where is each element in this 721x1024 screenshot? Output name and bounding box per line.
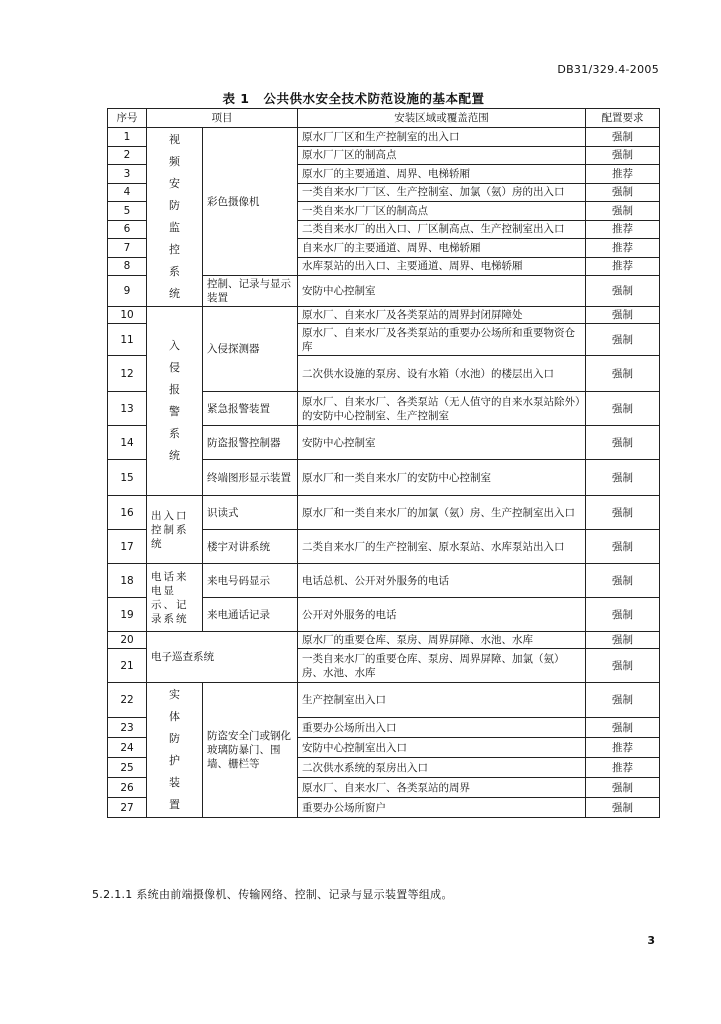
table-row: [108, 496, 660, 530]
row-requirement: 强制: [586, 426, 660, 460]
table-title-text: 公共供水安全技术防范设施的基本配置: [263, 91, 485, 106]
row-requirement: 强制: [586, 632, 660, 649]
row-area: 二次供水系统的泵房出入口: [298, 758, 586, 778]
row-area: 原水厂、自来水厂、各类泵站（无人值守的自来水泵站除外）的安防中心控制室、生产控制室: [298, 392, 586, 426]
row-no: 3: [108, 165, 147, 184]
item-cell: 来电通话记录: [203, 598, 298, 632]
table-row: [108, 632, 660, 649]
row-requirement: 推荐: [586, 165, 660, 184]
page-number: 3: [647, 934, 655, 947]
row-requirement: 推荐: [586, 239, 660, 258]
table-row: [108, 128, 660, 147]
row-area: 原水厂和一类自来水厂的安防中心控制室: [298, 460, 586, 496]
row-requirement: 推荐: [586, 220, 660, 239]
header-requirement: 配置要求: [586, 109, 660, 128]
row-no: 14: [108, 426, 147, 460]
row-requirement: 强制: [586, 530, 660, 564]
row-requirement: 强制: [586, 778, 660, 798]
row-no: 9: [108, 276, 147, 307]
row-requirement: 强制: [586, 276, 660, 307]
row-area: 重要办公场所窗户: [298, 798, 586, 818]
table-row: [108, 564, 660, 598]
row-area: 水库泵站的出入口、主要通道、周界、电梯轿厢: [298, 257, 586, 276]
table-row: [108, 307, 660, 324]
table-row: [108, 683, 660, 718]
row-area: 生产控制室出入口: [298, 683, 586, 718]
row-no: 6: [108, 220, 147, 239]
row-area: 原水厂、自来水厂、各类泵站的周界: [298, 778, 586, 798]
row-no: 15: [108, 460, 147, 496]
row-area: 原水厂的主要通道、周界、电梯轿厢: [298, 165, 586, 184]
row-requirement: 强制: [586, 460, 660, 496]
clause-note: 5.2.1.1 系统由前端摄像机、传输网络、控制、记录与显示装置等组成。: [92, 888, 453, 901]
row-no: 27: [108, 798, 147, 818]
system-cell: [147, 496, 203, 564]
system-cell: [147, 683, 203, 818]
row-requirement: 强制: [586, 146, 660, 165]
row-requirement: 强制: [586, 307, 660, 324]
item-cell: 防盗安全门或钢化玻璃防暴门、围墙、栅栏等: [203, 683, 298, 818]
row-no: 17: [108, 530, 147, 564]
row-no: 8: [108, 257, 147, 276]
row-area: 原水厂的重要仓库、泵房、周界屏障、水池、水库: [298, 632, 586, 649]
system-cell: [147, 564, 203, 632]
row-area: 安防中心控制室: [298, 426, 586, 460]
row-area: 安防中心控制室: [298, 276, 586, 307]
row-no: 7: [108, 239, 147, 258]
row-area: 原水厂厂区的制高点: [298, 146, 586, 165]
row-area: 原水厂、自来水厂及各类泵站的周界封闭屏障处: [298, 307, 586, 324]
row-no: 12: [108, 356, 147, 392]
row-no: 24: [108, 738, 147, 758]
table-title: [0, 89, 721, 107]
row-requirement: 强制: [586, 324, 660, 356]
row-area: 电话总机、公开对外服务的电话: [298, 564, 586, 598]
header-item: 项目: [147, 109, 298, 128]
row-area: 原水厂、自来水厂及各类泵站的重要办公场所和重要物资仓库: [298, 324, 586, 356]
row-requirement: 推荐: [586, 758, 660, 778]
row-requirement: 强制: [586, 202, 660, 221]
row-area: 原水厂厂区和生产控制室的出入口: [298, 128, 586, 147]
system-cell: [147, 307, 203, 496]
row-no: 26: [108, 778, 147, 798]
system-cell: [147, 128, 203, 307]
row-area: 公开对外服务的电话: [298, 598, 586, 632]
row-no: 25: [108, 758, 147, 778]
system-name: 电话来电显示、记录系统: [151, 570, 189, 625]
item-cell: 来电号码显示: [203, 564, 298, 598]
row-no: 2: [108, 146, 147, 165]
row-requirement: 强制: [586, 683, 660, 718]
row-area: 二类自来水厂的出入口、厂区制高点、生产控制室出入口: [298, 220, 586, 239]
item-cell: 入侵探测器: [203, 307, 298, 392]
item-cell: 防盗报警控制器: [203, 426, 298, 460]
table-header-row: [108, 109, 660, 128]
document-code: DB31/329.4-2005: [557, 63, 659, 76]
header-area: 安装区域或覆盖范围: [298, 109, 586, 128]
row-area: 二次供水设施的泵房、设有水箱（水池）的楼层出入口: [298, 356, 586, 392]
row-area: 一类自来水厂的重要仓库、泵房、周界屏障、加氯（氨）房、水池、水库: [298, 649, 586, 683]
item-cell: 紧急报警装置: [203, 392, 298, 426]
row-no: 21: [108, 649, 147, 683]
system-name: 入侵报警系统: [169, 339, 180, 462]
row-no: 1: [108, 128, 147, 147]
row-area: 重要办公场所出入口: [298, 718, 586, 738]
row-requirement: 强制: [586, 649, 660, 683]
row-requirement: 强制: [586, 496, 660, 530]
row-requirement: 强制: [586, 718, 660, 738]
item-cell: 识读式: [203, 496, 298, 530]
configuration-table: [107, 108, 660, 818]
row-no: 10: [108, 307, 147, 324]
item-cell: 控制、记录与显示装置: [203, 276, 298, 307]
row-requirement: 强制: [586, 598, 660, 632]
row-requirement: 强制: [586, 392, 660, 426]
system-cell: 电子巡查系统: [147, 632, 298, 683]
row-area: 安防中心控制室出入口: [298, 738, 586, 758]
row-area: 二类自来水厂的生产控制室、原水泵站、水库泵站出入口: [298, 530, 586, 564]
row-no: 23: [108, 718, 147, 738]
system-name: 视频安防监控系统: [169, 133, 180, 300]
row-no: 13: [108, 392, 147, 426]
row-no: 18: [108, 564, 147, 598]
item-cell: 楼宇对讲系统: [203, 530, 298, 564]
row-no: 11: [108, 324, 147, 356]
row-area: 原水厂和一类自来水厂的加氯（氨）房、生产控制室出入口: [298, 496, 586, 530]
row-requirement: 强制: [586, 183, 660, 202]
header-no: 序号: [108, 109, 147, 128]
row-requirement: 推荐: [586, 738, 660, 758]
item-cell: 终端图形显示装置: [203, 460, 298, 496]
row-requirement: 强制: [586, 798, 660, 818]
table-number: 表 1: [222, 91, 250, 106]
row-no: 5: [108, 202, 147, 221]
item-cell: 彩色摄像机: [203, 128, 298, 276]
row-requirement: 强制: [586, 356, 660, 392]
system-name: 实体防护装置: [169, 688, 180, 811]
row-no: 19: [108, 598, 147, 632]
row-no: 16: [108, 496, 147, 530]
row-area: 一类自来水厂厂区、生产控制室、加氯（氨）房的出入口: [298, 183, 586, 202]
system-name: 出入口控制系统: [151, 509, 189, 550]
row-no: 20: [108, 632, 147, 649]
row-no: 4: [108, 183, 147, 202]
row-area: 一类自来水厂厂区的制高点: [298, 202, 586, 221]
row-requirement: 推荐: [586, 257, 660, 276]
row-requirement: 强制: [586, 128, 660, 147]
row-requirement: 强制: [586, 564, 660, 598]
row-no: 22: [108, 683, 147, 718]
row-area: 自来水厂的主要通道、周界、电梯轿厢: [298, 239, 586, 258]
